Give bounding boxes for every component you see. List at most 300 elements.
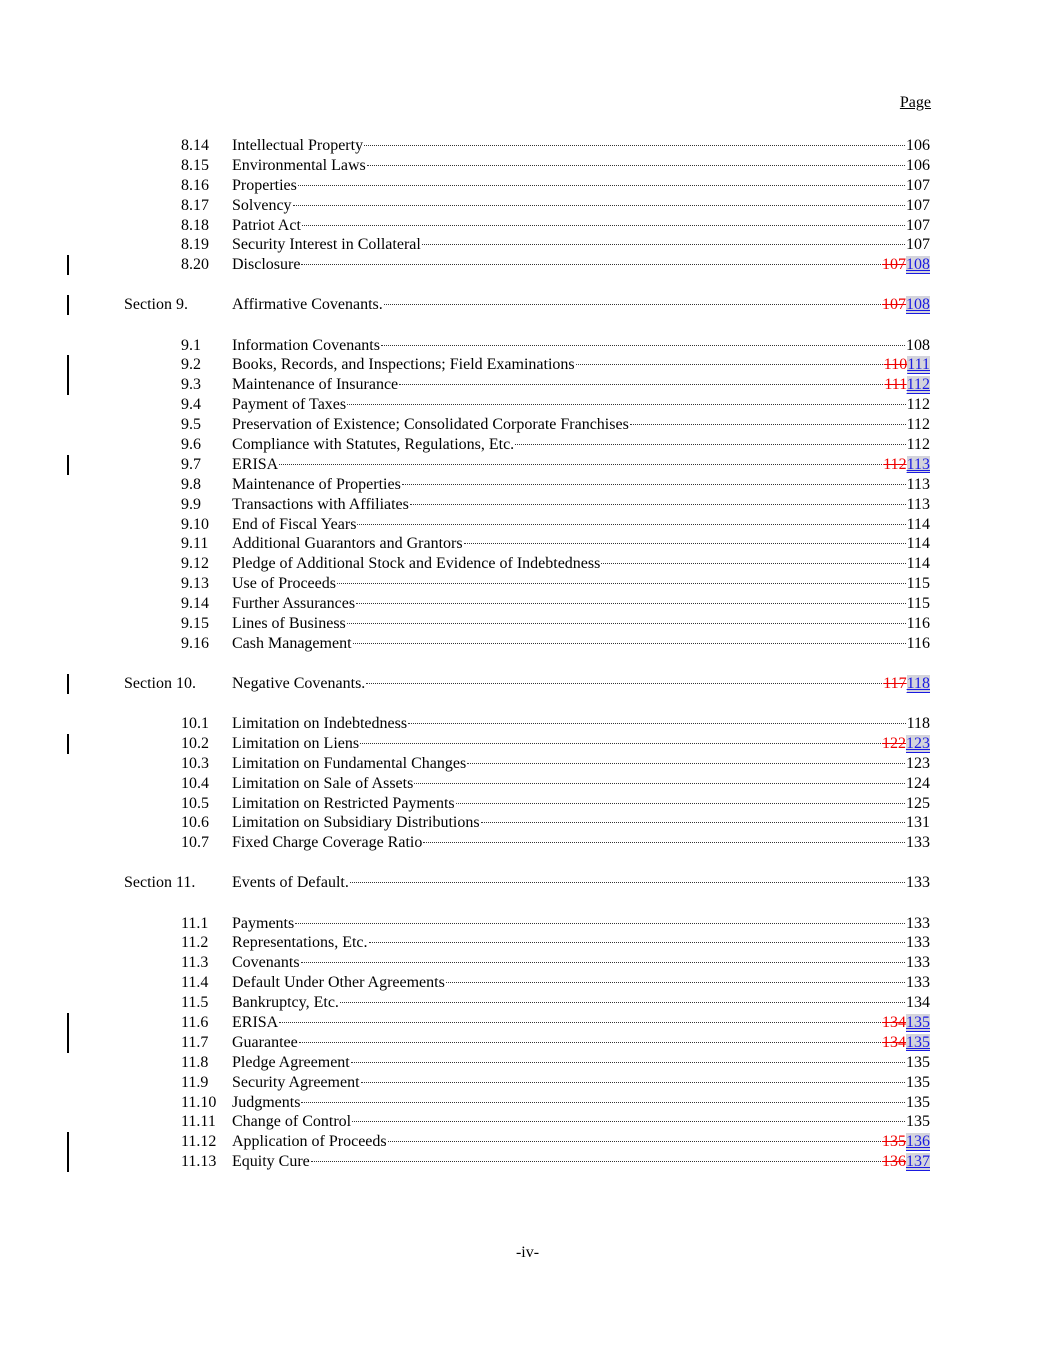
toc-entry[interactable] bbox=[0, 415, 1055, 435]
entry-title[interactable]: Use of Proceeds bbox=[232, 575, 336, 593]
entry-page bbox=[906, 1053, 930, 1073]
entry-title[interactable]: Change of Control bbox=[232, 1113, 352, 1131]
entry-number: 9.11 bbox=[181, 535, 209, 553]
dot-leader bbox=[279, 1022, 881, 1023]
entry-page bbox=[906, 156, 930, 176]
entry-page bbox=[882, 255, 930, 275]
entry-body bbox=[232, 674, 930, 694]
entry-title[interactable]: Limitation on Restricted Payments bbox=[232, 794, 455, 812]
spacer bbox=[0, 694, 1055, 714]
dot-leader bbox=[293, 205, 905, 206]
dot-leader bbox=[399, 384, 883, 385]
dot-leader bbox=[366, 683, 882, 684]
toc-entry[interactable] bbox=[0, 614, 1055, 634]
entry-body bbox=[232, 235, 930, 255]
toc-entry[interactable] bbox=[0, 714, 1055, 734]
entry-body bbox=[232, 813, 930, 833]
entry-page bbox=[884, 355, 930, 375]
toc-entry[interactable] bbox=[0, 176, 1055, 196]
entry-title[interactable]: Books, Records, and Inspections; Field Examinations bbox=[232, 356, 575, 374]
entry-page bbox=[907, 435, 930, 455]
deleted-page-number: 135 bbox=[882, 1133, 906, 1151]
entry-body bbox=[232, 1132, 930, 1152]
entry-number: 10.4 bbox=[181, 774, 209, 792]
entry-page bbox=[884, 375, 930, 395]
change-bar bbox=[67, 455, 69, 475]
entry-title[interactable]: Default Under Other Agreements bbox=[232, 974, 445, 992]
entry-body bbox=[232, 1013, 930, 1033]
entry-title[interactable]: Lines of Business bbox=[232, 614, 346, 632]
entry-title[interactable]: Bankruptcy, Etc. bbox=[232, 994, 339, 1012]
entry-body bbox=[232, 395, 930, 415]
entry-title[interactable]: Equity Cure bbox=[232, 1153, 310, 1171]
change-bar bbox=[67, 1152, 69, 1172]
inserted-page-number[interactable]: 123 bbox=[906, 734, 930, 752]
entry-page bbox=[906, 973, 930, 993]
toc-entry[interactable] bbox=[0, 534, 1055, 554]
entry-page bbox=[906, 235, 930, 255]
entry-title[interactable]: Environmental Laws bbox=[232, 156, 366, 174]
entry-body bbox=[232, 574, 930, 594]
change-bar bbox=[67, 674, 69, 694]
inserted-page-number[interactable]: 135 bbox=[906, 1013, 930, 1031]
entry-page bbox=[907, 634, 930, 654]
toc-entry[interactable] bbox=[0, 156, 1055, 176]
page-number: 135 bbox=[906, 1073, 930, 1091]
dot-leader bbox=[422, 244, 905, 245]
entry-number: 11.13 bbox=[181, 1153, 217, 1171]
page-number: 114 bbox=[906, 515, 930, 533]
entry-number: 11.10 bbox=[181, 1093, 217, 1111]
toc-entry[interactable] bbox=[0, 554, 1055, 574]
spacer bbox=[0, 654, 1055, 674]
entry-title[interactable]: Limitation on Indebtedness bbox=[232, 715, 408, 733]
entry-number: Section 9. bbox=[124, 296, 188, 314]
entry-title[interactable]: Limitation on Fundamental Changes bbox=[232, 754, 467, 772]
entry-title[interactable]: Representations, Etc. bbox=[232, 934, 368, 952]
entry-page bbox=[882, 1013, 930, 1033]
entry-body bbox=[232, 136, 930, 156]
dot-leader bbox=[347, 404, 905, 405]
toc-entry[interactable] bbox=[0, 774, 1055, 794]
entry-title[interactable]: Negative Covenants. bbox=[232, 674, 366, 692]
entry-title[interactable]: Events of Default. bbox=[232, 874, 349, 892]
entry-page bbox=[882, 734, 930, 754]
entry-page bbox=[907, 534, 930, 554]
toc-entry[interactable] bbox=[0, 1013, 1055, 1033]
change-bar bbox=[67, 255, 69, 275]
dot-leader bbox=[410, 504, 906, 505]
page-number: 115 bbox=[906, 595, 930, 613]
entry-body bbox=[232, 914, 930, 934]
page-number: 133 bbox=[906, 874, 930, 892]
entry-page bbox=[882, 1033, 930, 1053]
dot-leader bbox=[311, 1161, 881, 1162]
entry-number: 9.15 bbox=[181, 614, 209, 632]
toc-entry[interactable] bbox=[0, 953, 1055, 973]
dot-leader bbox=[295, 923, 905, 924]
page-number: 118 bbox=[906, 715, 930, 733]
toc-section-entry[interactable] bbox=[0, 295, 1055, 315]
entry-title[interactable]: ERISA bbox=[232, 455, 279, 473]
entry-number: 9.1 bbox=[181, 336, 201, 354]
dot-leader bbox=[630, 424, 906, 425]
page-column-header: Page bbox=[899, 94, 931, 111]
dot-leader bbox=[369, 942, 905, 943]
entry-body bbox=[232, 295, 930, 315]
page-number: 107 bbox=[906, 176, 930, 194]
dot-leader bbox=[446, 982, 905, 983]
toc-entry[interactable] bbox=[0, 933, 1055, 953]
dot-leader bbox=[464, 543, 906, 544]
page-number: 134 bbox=[906, 994, 930, 1012]
change-bar bbox=[67, 375, 69, 395]
dot-leader bbox=[408, 723, 906, 724]
dot-leader bbox=[356, 603, 906, 604]
toc-entry[interactable] bbox=[0, 594, 1055, 614]
entry-page bbox=[907, 495, 930, 515]
entry-title[interactable]: Fixed Charge Coverage Ratio bbox=[232, 834, 423, 852]
dot-leader bbox=[301, 962, 905, 963]
entry-number: 10.6 bbox=[181, 814, 209, 832]
entry-number: 9.8 bbox=[181, 475, 201, 493]
change-bar bbox=[67, 355, 69, 375]
page-number: 133 bbox=[906, 934, 930, 952]
entry-number: 11.5 bbox=[181, 994, 209, 1012]
entry-body bbox=[232, 415, 930, 435]
page-number: 135 bbox=[906, 1093, 930, 1111]
entry-number: 8.17 bbox=[181, 196, 209, 214]
entry-body bbox=[232, 1053, 930, 1073]
spacer bbox=[0, 275, 1055, 295]
spacer bbox=[0, 893, 1055, 913]
entry-title[interactable]: ERISA bbox=[232, 1013, 279, 1031]
entry-body bbox=[232, 594, 930, 614]
entry-body bbox=[232, 993, 930, 1013]
entry-title[interactable]: Judgments bbox=[232, 1093, 301, 1111]
entry-number: 9.2 bbox=[181, 356, 201, 374]
toc-entry[interactable] bbox=[0, 475, 1055, 495]
entry-title[interactable]: Maintenance of Properties bbox=[232, 475, 401, 493]
toc-entry[interactable] bbox=[0, 495, 1055, 515]
page-number: 112 bbox=[906, 435, 930, 453]
dot-leader bbox=[515, 444, 905, 445]
change-bar bbox=[67, 295, 69, 315]
toc-section-entry[interactable] bbox=[0, 674, 1055, 694]
page-number: 107 bbox=[906, 196, 930, 214]
toc-entry[interactable] bbox=[0, 255, 1055, 275]
entry-body bbox=[232, 495, 930, 515]
toc-entry[interactable] bbox=[0, 734, 1055, 754]
entry-title[interactable]: Payments bbox=[232, 914, 295, 932]
spacer bbox=[0, 315, 1055, 335]
inserted-page-number[interactable]: 112 bbox=[906, 376, 930, 394]
entry-number: 9.10 bbox=[181, 515, 209, 533]
entry-number: 10.5 bbox=[181, 794, 209, 812]
toc-entry[interactable] bbox=[0, 455, 1055, 475]
page-number: 112 bbox=[906, 396, 930, 414]
entry-body bbox=[232, 734, 930, 754]
entry-page bbox=[906, 136, 930, 156]
page-number: 113 bbox=[906, 475, 930, 493]
page-number: 131 bbox=[906, 814, 930, 832]
entry-page bbox=[907, 614, 930, 634]
toc-entry[interactable] bbox=[0, 235, 1055, 255]
entry-page bbox=[906, 813, 930, 833]
change-bar bbox=[67, 1033, 69, 1053]
entry-title[interactable]: Guarantee bbox=[232, 1033, 298, 1051]
entry-number: Section 10. bbox=[124, 674, 196, 692]
dot-leader bbox=[402, 484, 906, 485]
entry-title[interactable]: Limitation on Sale of Assets bbox=[232, 774, 414, 792]
entry-body bbox=[232, 774, 930, 794]
entry-page bbox=[906, 754, 930, 774]
entry-page bbox=[906, 873, 930, 893]
inserted-page-number[interactable]: 108 bbox=[906, 296, 930, 314]
toc-entry[interactable] bbox=[0, 216, 1055, 236]
toc-entry[interactable] bbox=[0, 435, 1055, 455]
entry-number: 9.7 bbox=[181, 455, 201, 473]
toc-entry[interactable] bbox=[0, 1093, 1055, 1113]
entry-title[interactable]: Payment of Taxes bbox=[232, 396, 347, 414]
entry-title[interactable]: Information Covenants bbox=[232, 336, 380, 354]
entry-number: 9.16 bbox=[181, 634, 209, 652]
page-number: 116 bbox=[906, 634, 930, 652]
entry-body bbox=[232, 156, 930, 176]
entry-title[interactable]: Cash Management bbox=[232, 634, 352, 652]
entry-number: 11.11 bbox=[181, 1113, 216, 1131]
deleted-page-number: 122 bbox=[882, 734, 906, 752]
entry-title[interactable]: Security Interest in Collateral bbox=[232, 236, 421, 254]
entry-page bbox=[906, 794, 930, 814]
entry-body bbox=[232, 255, 930, 275]
entry-title[interactable]: Compliance with Statutes, Regulations, Etc. bbox=[232, 435, 515, 453]
page-number: 112 bbox=[906, 416, 930, 434]
entry-body bbox=[232, 973, 930, 993]
entry-number: 9.4 bbox=[181, 396, 201, 414]
dot-leader bbox=[456, 803, 905, 804]
entry-body bbox=[232, 953, 930, 973]
entry-page bbox=[906, 176, 930, 196]
toc-entry[interactable] bbox=[0, 833, 1055, 853]
toc-entry[interactable] bbox=[0, 515, 1055, 535]
dot-leader bbox=[298, 185, 905, 186]
page-number: 107 bbox=[906, 216, 930, 234]
page-number: 107 bbox=[906, 236, 930, 254]
entry-page bbox=[907, 515, 930, 535]
toc-entry[interactable] bbox=[0, 1112, 1055, 1132]
page-number: 106 bbox=[906, 156, 930, 174]
dot-leader bbox=[299, 1042, 881, 1043]
change-bar bbox=[67, 1013, 69, 1033]
dot-leader bbox=[353, 643, 906, 644]
entry-title[interactable]: Pledge Agreement bbox=[232, 1053, 350, 1071]
spacer bbox=[0, 853, 1055, 873]
entry-title[interactable]: Patriot Act bbox=[232, 216, 301, 234]
entry-title[interactable]: Disclosure bbox=[232, 256, 301, 274]
entry-number: 11.8 bbox=[181, 1053, 209, 1071]
page-number: 133 bbox=[906, 834, 930, 852]
entry-body bbox=[232, 634, 930, 654]
inserted-page-number[interactable]: 113 bbox=[906, 455, 930, 473]
entry-number: 11.12 bbox=[181, 1133, 217, 1151]
entry-body bbox=[232, 435, 930, 455]
dot-leader bbox=[360, 743, 881, 744]
entry-title[interactable]: Affirmative Covenants. bbox=[232, 296, 383, 314]
dot-leader bbox=[351, 1062, 905, 1063]
entry-page bbox=[906, 774, 930, 794]
entry-number: 8.14 bbox=[181, 137, 209, 154]
toc-entry[interactable] bbox=[0, 574, 1055, 594]
entry-title[interactable]: Limitation on Subsidiary Distributions bbox=[232, 814, 480, 832]
toc-entry[interactable] bbox=[0, 336, 1055, 356]
entry-page bbox=[906, 833, 930, 853]
entry-number: 8.18 bbox=[181, 216, 209, 234]
entry-body bbox=[232, 515, 930, 535]
entry-body bbox=[232, 1112, 930, 1132]
entry-page bbox=[906, 216, 930, 236]
entry-number: 8.16 bbox=[181, 176, 209, 194]
dot-leader bbox=[467, 763, 905, 764]
inserted-page-number[interactable]: 108 bbox=[906, 256, 930, 274]
entry-body bbox=[232, 754, 930, 774]
dot-leader bbox=[357, 524, 905, 525]
entry-number: 9.3 bbox=[181, 376, 201, 394]
dot-leader bbox=[414, 783, 905, 784]
page-number: 114 bbox=[906, 555, 930, 573]
page-number: 108 bbox=[906, 336, 930, 354]
entry-number: Section 11. bbox=[124, 874, 196, 892]
entry-page bbox=[906, 993, 930, 1013]
entry-page bbox=[907, 714, 930, 734]
toc-entry[interactable] bbox=[0, 754, 1055, 774]
entry-title[interactable]: Preservation of Existence; Consolidated Corporate Franchises bbox=[232, 416, 629, 434]
dot-leader bbox=[350, 882, 905, 883]
toc-entry[interactable] bbox=[0, 355, 1055, 375]
entry-body bbox=[232, 933, 930, 953]
entry-body bbox=[232, 475, 930, 495]
toc-entry[interactable] bbox=[0, 794, 1055, 814]
entry-page bbox=[907, 395, 930, 415]
entry-page bbox=[907, 574, 930, 594]
toc-entry[interactable] bbox=[0, 196, 1055, 216]
entry-body bbox=[232, 355, 930, 375]
entry-title[interactable]: Further Assurances bbox=[232, 595, 356, 613]
entry-title[interactable]: Application of Proceeds bbox=[232, 1133, 387, 1151]
entry-title[interactable]: Intellectual Property bbox=[232, 137, 364, 154]
page-number-footer: -iv- bbox=[515, 1244, 540, 1261]
entry-title[interactable]: Covenants bbox=[232, 954, 300, 972]
dot-leader bbox=[388, 1141, 881, 1142]
entry-title[interactable]: Properties bbox=[232, 176, 297, 194]
entry-number: 9.14 bbox=[181, 595, 209, 613]
page-number: 125 bbox=[906, 794, 930, 812]
entry-title[interactable]: Security Agreement bbox=[232, 1073, 360, 1091]
entry-body bbox=[232, 1033, 930, 1053]
toc-entry[interactable] bbox=[0, 375, 1055, 395]
inserted-page-number[interactable]: 137 bbox=[906, 1153, 930, 1171]
entry-number: 9.13 bbox=[181, 575, 209, 593]
entry-number: 11.3 bbox=[181, 954, 209, 972]
entry-page bbox=[906, 336, 930, 356]
entry-number: 10.1 bbox=[181, 715, 209, 733]
dot-leader bbox=[340, 1002, 905, 1003]
change-bar bbox=[67, 734, 69, 754]
entry-number: 10.3 bbox=[181, 754, 209, 772]
entry-page bbox=[906, 953, 930, 973]
entry-body bbox=[232, 614, 930, 634]
toc-entry[interactable] bbox=[0, 1132, 1055, 1152]
inserted-page-number[interactable]: 118 bbox=[906, 674, 930, 692]
toc-entry[interactable] bbox=[0, 1152, 1055, 1172]
toc-entry[interactable] bbox=[0, 813, 1055, 833]
dot-leader bbox=[302, 225, 905, 226]
toc-section-entry[interactable] bbox=[0, 873, 1055, 893]
entry-body bbox=[232, 714, 930, 734]
entry-body bbox=[232, 375, 930, 395]
dot-leader bbox=[381, 345, 905, 346]
dot-leader bbox=[364, 145, 905, 146]
entry-page bbox=[882, 1152, 930, 1172]
deleted-page-number: 117 bbox=[883, 674, 907, 692]
toc-entry[interactable] bbox=[0, 1033, 1055, 1053]
entry-title[interactable]: Transactions with Affiliates bbox=[232, 495, 409, 513]
entry-body bbox=[232, 216, 930, 236]
entry-body bbox=[232, 1073, 930, 1093]
entry-body bbox=[232, 833, 930, 853]
entry-title[interactable]: Maintenance of Insurance bbox=[232, 376, 399, 394]
entry-body bbox=[232, 336, 930, 356]
entry-title[interactable]: Solvency bbox=[232, 196, 292, 214]
page-number: 133 bbox=[906, 954, 930, 972]
toc-entry[interactable] bbox=[0, 1053, 1055, 1073]
deleted-page-number: 112 bbox=[883, 455, 907, 473]
inserted-page-number[interactable]: 111 bbox=[907, 356, 930, 374]
page-number: 124 bbox=[906, 774, 930, 792]
toc-entry[interactable] bbox=[0, 973, 1055, 993]
toc-entry[interactable] bbox=[0, 914, 1055, 934]
entry-body bbox=[232, 534, 930, 554]
entry-title[interactable]: Pledge of Additional Stock and Evidence of Indebtedness bbox=[232, 555, 601, 573]
inserted-page-number[interactable]: 136 bbox=[906, 1133, 930, 1151]
deleted-page-number: 134 bbox=[882, 1013, 906, 1031]
entry-page bbox=[883, 674, 930, 694]
entry-title[interactable]: Limitation on Liens bbox=[232, 734, 360, 752]
toc-entry[interactable] bbox=[0, 993, 1055, 1013]
entry-number: 8.20 bbox=[181, 256, 209, 274]
toc-entry[interactable] bbox=[0, 395, 1055, 415]
entry-page bbox=[906, 933, 930, 953]
entry-number: 9.5 bbox=[181, 416, 201, 434]
dot-leader bbox=[279, 464, 882, 465]
toc-entry[interactable] bbox=[0, 136, 1055, 156]
entry-page bbox=[906, 1093, 930, 1113]
entry-title[interactable]: End of Fiscal Years bbox=[232, 515, 357, 533]
deleted-page-number: 107 bbox=[882, 296, 906, 314]
entry-title[interactable]: Additional Guarantors and Grantors bbox=[232, 535, 463, 553]
toc-entry[interactable] bbox=[0, 1073, 1055, 1093]
entry-page bbox=[907, 554, 930, 574]
entry-number: 11.1 bbox=[181, 914, 209, 932]
entry-body bbox=[232, 1093, 930, 1113]
deleted-page-number: 111 bbox=[884, 376, 907, 394]
inserted-page-number[interactable]: 135 bbox=[906, 1033, 930, 1051]
deleted-page-number: 110 bbox=[883, 356, 908, 374]
entry-page bbox=[883, 455, 930, 475]
dot-leader bbox=[301, 264, 881, 265]
entry-number: 10.7 bbox=[181, 834, 209, 852]
toc-entry[interactable] bbox=[0, 634, 1055, 654]
